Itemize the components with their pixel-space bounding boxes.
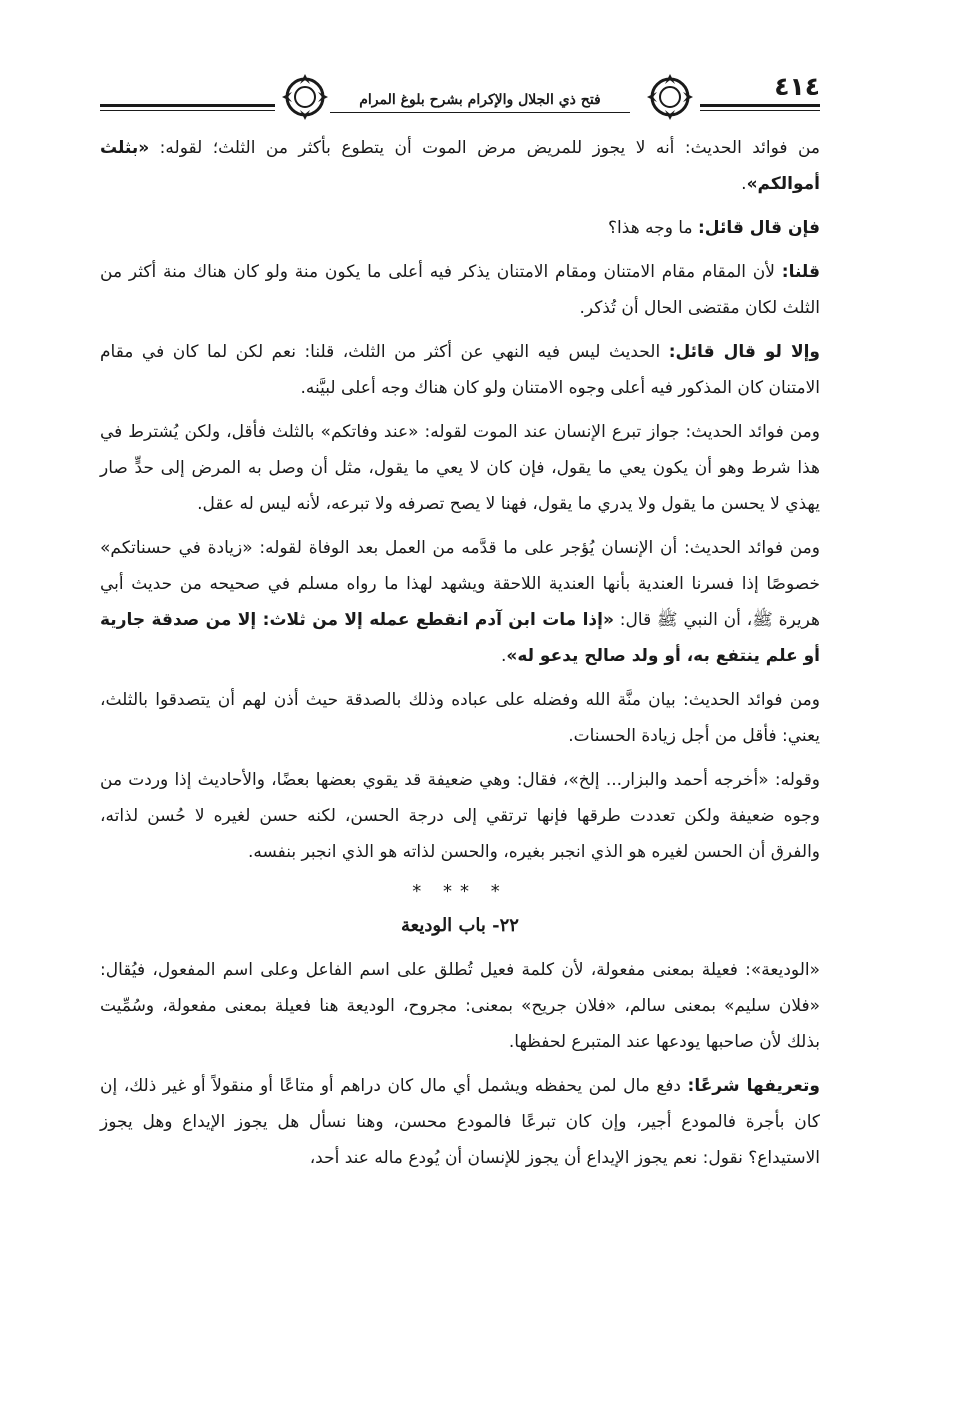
paragraph: ومن فوائد الحديث: أن الإنسان يُؤجر على ما قدَّمه من العمل بعد الوفاة لقوله: «زيادة في حسناتكم» خصوصًا إذا فسرنا العندية بأنها العندية اللاحقة ويشهد لهذا ما رواه مسلم في صحيحه من حديث أبي هريرة ﷺ، أن النبي ﷺ قال: «إذا مات ابن آدم انقطع عمله إلا من ثلاث: إلا من صدقة جارية أو علم ينتفع به، أو ولد صالح يدعو له».: [100, 538, 820, 666]
paragraph: فإن قال قائل: ما وجه هذا؟: [608, 218, 820, 238]
page-number: ٤١٤: [774, 72, 820, 101]
ornament-right-icon: [645, 72, 695, 122]
paragraph: قلنا: لأن المقام مقام الامتنان ومقام الامتنان يذكر فيه أعلى ما يكون منة ولو كان هناك منة أكثر من الثلث لكان مقتضى الحال أن تُذكر.: [100, 262, 820, 318]
ornament-left-icon: [280, 72, 330, 122]
page: [100, 0, 820, 1417]
header-rule-left-thin: [100, 110, 275, 111]
paragraph: وإلا لو قال قائل: الحديث ليس فيه النهي عن أكثر من الثلث، قلنا: نعم لكن لما كان في مقام الامتنان كان المذكور فيه أعلى وجوه الامتنان ولو كان هناك وجه أعلى لبيَّنه.: [100, 342, 820, 398]
header-title-underline: [330, 112, 630, 113]
header-rule-right: [700, 104, 820, 107]
page-header: [100, 62, 820, 122]
header-rule-right-thin: [700, 110, 820, 111]
paragraph: ومن فوائد الحديث: بيان منَّة الله وفضله على عباده وذلك بالصدقة حيث أذن لهم أن يتصدقوا بالثلث، يعني: فأقل من أجل زيادة الحسنات.: [100, 690, 820, 746]
body-text: [100, 130, 820, 1184]
paragraph: ومن فوائد الحديث: جواز تبرع الإنسان عند الموت لقوله: «عند وفاتكم» بالثلث فأقل، ولكن يُشترط في هذا شرط وهو أن يكون يعي ما يقول، فإن كان لا يعي ما يقول، مثل أن وصل به المرض إلى حدٍّ صار يهذي لا يحسن ما يقول ولا يدري ما يقول، فهنا لا يصح تصرفه ولا تبرعه، لأنه ليس له عقل.: [100, 422, 820, 514]
book-title: فتح ذي الجلال والإكرام بشرح بلوغ المرام: [359, 92, 601, 108]
paragraph: «الوديعة»: فعيلة بمعنى مفعولة، لأن كلمة فعيل تُطلق على اسم الفاعل وعلى اسم المفعول، فيُقال: «فلان سليم» بمعنى سالم، «فلان جريح» بمعنى: مجروح، الوديعة هنا فعيلة بمعنى مفعولة، وسُمِّيت بذلك لأن صاحبها يودعها عند المتبرع لحفظها.: [100, 960, 820, 1052]
header-rule-left: [100, 104, 275, 107]
paragraph: وقوله: «أخرجه أحمد والبزار... إلخ»، فقال: وهي ضعيفة قد يقوي بعضها بعضًا، والأحاديث إذا وردت من وجوه ضعيفة ولكن تعددت طرقها فإنها ترتقي إلى درجة الحسن، لكنه حسن لغيره لا حُسن لذاته، والفرق أن الحسن لغيره هو الذي انجبر بغيره، والحسن لذاته هو الذي انجبر بنفسه.: [100, 770, 820, 862]
paragraph: من فوائد الحديث: أنه لا يجوز للمريض مرض الموت أن يتطوع بأكثر من الثلث؛ لقوله: «بثلث أموالكم».: [100, 138, 820, 194]
chapter-title: ٢٢- باب الوديعة: [401, 915, 519, 936]
section-separator: * ** *: [412, 881, 508, 902]
paragraph: وتعريفها شرعًا: دفع مال لمن يحفظه ويشمل أي مال كان دراهم أو متاعًا أو منقولاً أو غير ذلك، إن كان بأجرة فالمودع أجير، وإن كان تبرعًا فالمودع محسن، وهنا نسأل هل يجوز الإيداع وهل يجوز الاستيداع؟ نقول: نعم يجوز الإيداع أن يجوز للإنسان أن يُودع ماله عند أحد،: [100, 1076, 820, 1168]
